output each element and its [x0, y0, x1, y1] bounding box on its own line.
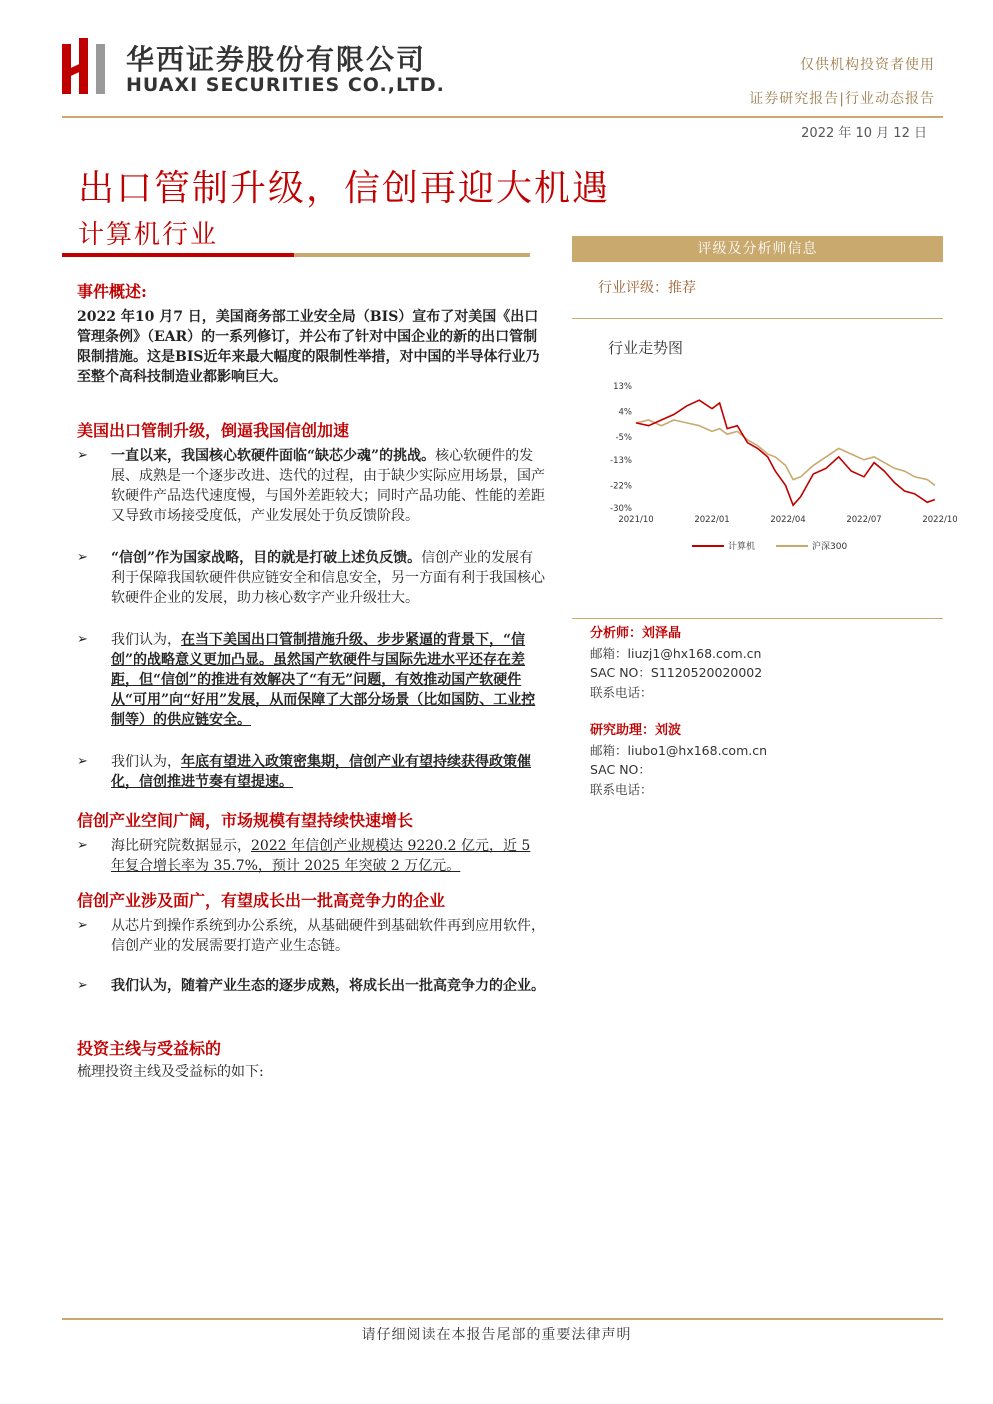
company-name-en: HUAXI SECURITIES CO.,LTD. [126, 74, 445, 96]
report-title: 出口管制升级，信创再迎大机遇 [78, 168, 611, 209]
bullet-bold-text: 年底有望进入政策密集期，信创产业有望持续获得政策催化，信创推进节奏有望提速。 [111, 754, 531, 790]
bullet-arrow-icon: ➢ [77, 448, 88, 463]
bullet-arrow-icon: ➢ [77, 550, 88, 565]
analyst-email[interactable]: 邮箱：liuzj1@hx168.com.cn [590, 645, 762, 661]
section-heading-3: 信创产业涉及面广，有望成长出一批高竞争力的企业 [77, 891, 446, 910]
bullet-bold-text: “信创”作为国家战略，目的就是打破上述负反馈。 [111, 550, 422, 566]
section-4-text: 梳理投资主线及受益标的如下: [77, 1064, 264, 1080]
report-date: 2022 年 10 月 12 日 [801, 126, 927, 141]
report-type: 证券研究报告|行业动态报告 [749, 91, 935, 107]
assistant-info [590, 721, 767, 799]
bullet-text: 从芯片到操作系统到办公系统，从基础硬件到基础软件再到应用软件，信创产业的发展需要打造产业生态链。 [111, 918, 545, 954]
assistant-name: 研究助理：刘波 [590, 723, 682, 738]
x-tick-label: 2021/10 [618, 515, 654, 525]
x-tick-label: 2022/01 [694, 515, 730, 525]
y-tick-label: -13% [610, 455, 632, 466]
y-tick-label: -5% [615, 433, 632, 444]
bullet-lead-text: 我们认为， [111, 754, 181, 770]
analyst-name: 分析师：刘泽晶 [590, 626, 682, 641]
list-item [77, 976, 547, 996]
analyst-info [590, 624, 762, 702]
bullet-bold-text: 一直以来，我国核心软硬件面临“缺芯少魂”的挑战。 [111, 448, 436, 464]
section-heading-2: 信创产业空间广阔，市场规模有望持续快速增长 [77, 811, 414, 830]
trend-chart [608, 378, 958, 556]
industry-rating: 行业评级：推荐 [598, 280, 696, 296]
bullet-arrow-icon: ➢ [77, 632, 88, 647]
list-item [77, 752, 547, 792]
bullet-lead-text: 我们认为， [111, 632, 181, 648]
assistant-email[interactable]: 邮箱：liubo1@hx168.com.cn [590, 742, 768, 758]
bullet-arrow-icon: ➢ [77, 978, 88, 993]
y-tick-label: 4% [618, 407, 632, 418]
series-line [636, 420, 935, 485]
legend-label: 沪深300 [812, 542, 848, 552]
bullet-lead-text: 海比研究院数据显示， [111, 838, 251, 854]
list-item [77, 446, 547, 526]
analyst-phone: 联系电话： [590, 684, 653, 700]
section-heading-overview: 事件概述: [77, 282, 147, 301]
main-content [77, 281, 547, 1082]
list-item [77, 548, 547, 608]
subtitle-rule-accent [62, 253, 294, 257]
bullet-bold-text: 在当下美国出口管制措施升级、步步紧逼的背景下，“信创”的战略意义更加凸显。虽然国产软硬件与国际先进水平还存在差距，但“信创”的推进有效解决了“有无”问题，有效推动国产软硬件从“可用”向“好用”发展，从而保障了大部分场景（比如国防、工业控制等）的供应链安全。 [111, 632, 536, 728]
bullet-bold-text: 我们认为，随着产业生态的逐步成熟，将成长出一批高竞争力的企业。 [111, 978, 545, 994]
bullet-text: 核心软硬件的发展、成熟是一个逐步改进、迭代的过程，由于缺少实际应用场景，国产软硬件产品迭代速度慢，与国外差距较大；同时产品功能、性能的差距又导致市场接受度低，产业发展处于负反馈阶段。 [111, 448, 545, 524]
report-subtitle: 计算机行业 [78, 220, 219, 250]
y-tick-label: 13% [613, 382, 632, 392]
bullet-arrow-icon: ➢ [77, 754, 88, 769]
x-tick-label: 2022/10 [922, 515, 958, 525]
y-tick-label: -30% [610, 504, 632, 514]
header-rule [62, 116, 943, 118]
huaxi-logo-icon [62, 38, 112, 94]
bullet-arrow-icon: ➢ [77, 838, 88, 853]
analyst-sac: SAC NO：S1120520020002 [590, 665, 763, 680]
footer-rule [62, 1318, 943, 1320]
series-line [636, 400, 935, 505]
list-item [77, 630, 547, 730]
bullet-text: 信创产业的发展有利于保障我国软硬件供应链安全和信息安全，另一方面有利于我国核心软硬件企业的发展，助力核心数字产业升级壮大。 [111, 550, 545, 606]
list-item [77, 916, 547, 956]
trend-chart-title: 行业走势图 [608, 339, 684, 357]
sidebar-header: 评级及分析师信息 [572, 236, 943, 262]
company-name-cn: 华西证券股份有限公司 [126, 43, 427, 76]
legend-label: 计算机 [728, 542, 756, 552]
footer-disclaimer: 请仔细阅读在本报告尾部的重要法律声明 [361, 1327, 632, 1343]
overview-text: 2022 年10 月7 日，美国商务部工业安全局（BIS）宣布了对美国《出口管理条例》（EAR）的一系列修订，并公布了针对中国企业的新的出口管制限制措施。这是BIS近年来最大幅度的限制性举措，对中国的半导体行业乃至整个高科技制造业都影响巨大。 [77, 309, 540, 385]
bullet-arrow-icon: ➢ [77, 918, 88, 933]
section-heading-1: 美国出口管制升级，倒逼我国信创加速 [77, 421, 350, 440]
list-item [77, 836, 547, 876]
section-heading-4: 投资主线与受益标的 [77, 1039, 222, 1058]
sidebar-rule [572, 318, 943, 319]
assistant-sac: SAC NO： [590, 762, 651, 777]
y-tick-label: -22% [610, 481, 632, 492]
sidebar-rule [572, 618, 943, 619]
assistant-phone: 联系电话： [590, 781, 653, 797]
bullet-underlined-text: 2022 年信创产业规模达 9220.2 亿元，近 5 年复合增长率为 35.7%，预计 2025 年突破 2 万亿元。 [111, 838, 531, 874]
x-tick-label: 2022/04 [770, 515, 806, 525]
audience-note: 仅供机构投资者使用 [800, 57, 935, 73]
x-tick-label: 2022/07 [846, 515, 882, 525]
